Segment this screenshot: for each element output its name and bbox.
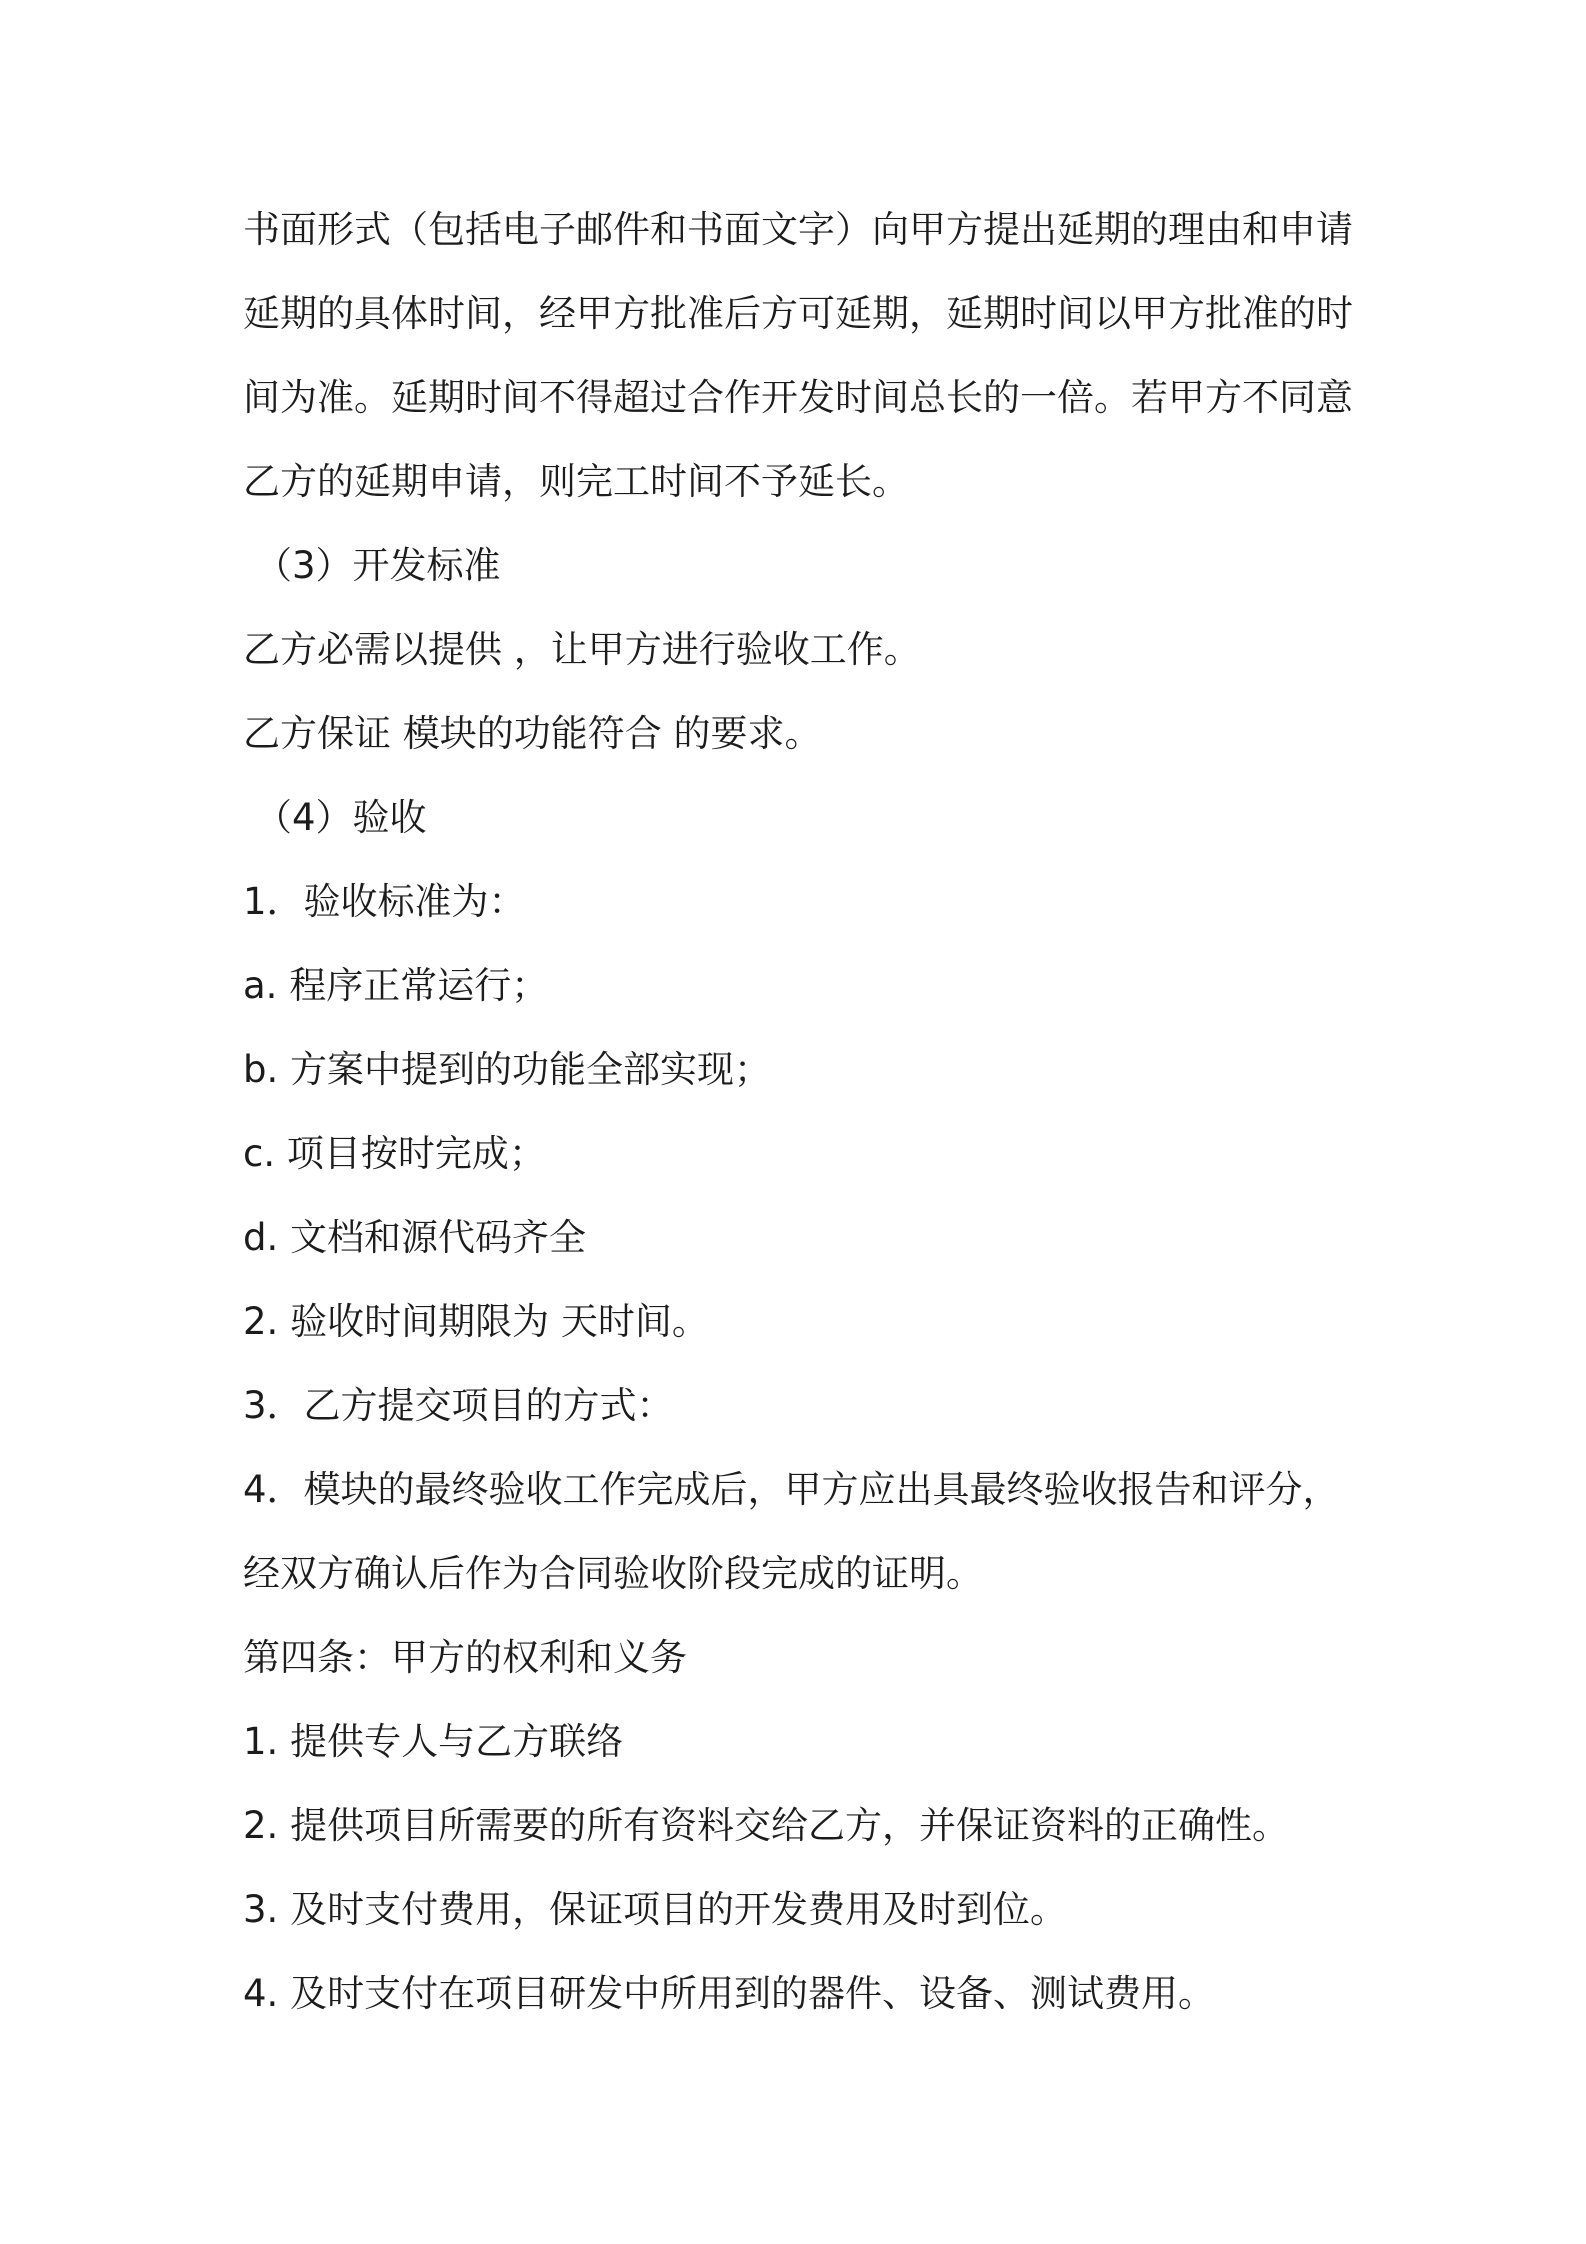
section-heading: （3）开发标准 [255, 544, 501, 587]
paragraph-line: 乙方必需以提供 ，让甲方进行验收工作。 [243, 628, 921, 671]
list-item: b. 方案中提到的功能全部实现； [243, 1048, 772, 1091]
section-heading: （4）验收 [255, 796, 427, 839]
paragraph-line: 乙方保证 模块的功能符合 的要求。 [243, 712, 822, 755]
list-item: 2. 提供项目所需要的所有资料交给乙方，并保证资料的正确性。 [243, 1804, 1290, 1847]
list-item: 2. 验收时间期限为 天时间。 [243, 1300, 709, 1343]
list-item: 3．乙方提交项目的方式： [243, 1384, 674, 1427]
list-item: c. 项目按时完成； [243, 1132, 546, 1175]
paragraph-line: 间为准。延期时间不得超过合作开发时间总长的一倍。若甲方不同意 [243, 376, 1353, 419]
paragraph-line: 延期的具体时间，经甲方批准后方可延期，延期时间以甲方批准的时 [243, 292, 1353, 335]
list-item: a. 程序正常运行； [243, 964, 549, 1007]
list-item: 4. 及时支付在项目研发中所用到的器件、设备、测试费用。 [243, 1972, 1216, 2015]
list-item: 1. 提供专人与乙方联络 [243, 1720, 624, 1763]
list-item: 3. 及时支付费用，保证项目的开发费用及时到位。 [243, 1888, 1068, 1931]
paragraph-line: 乙方的延期申请，则完工时间不予延长。 [243, 460, 909, 503]
list-item: d. 文档和源代码齐全 [243, 1216, 587, 1259]
paragraph-line: 经双方确认后作为合同验收阶段完成的证明。 [243, 1552, 983, 1595]
list-item: 1．验收标准为： [243, 880, 526, 923]
list-item: 4．模块的最终验收工作完成后，甲方应出具最终验收报告和评分， [243, 1468, 1340, 1511]
document-body [243, 198, 1363, 2046]
article-heading: 第四条：甲方的权利和义务 [243, 1636, 687, 1679]
paragraph-line: 书面形式（包括电子邮件和书面文字）向甲方提出延期的理由和申请 [243, 208, 1353, 251]
